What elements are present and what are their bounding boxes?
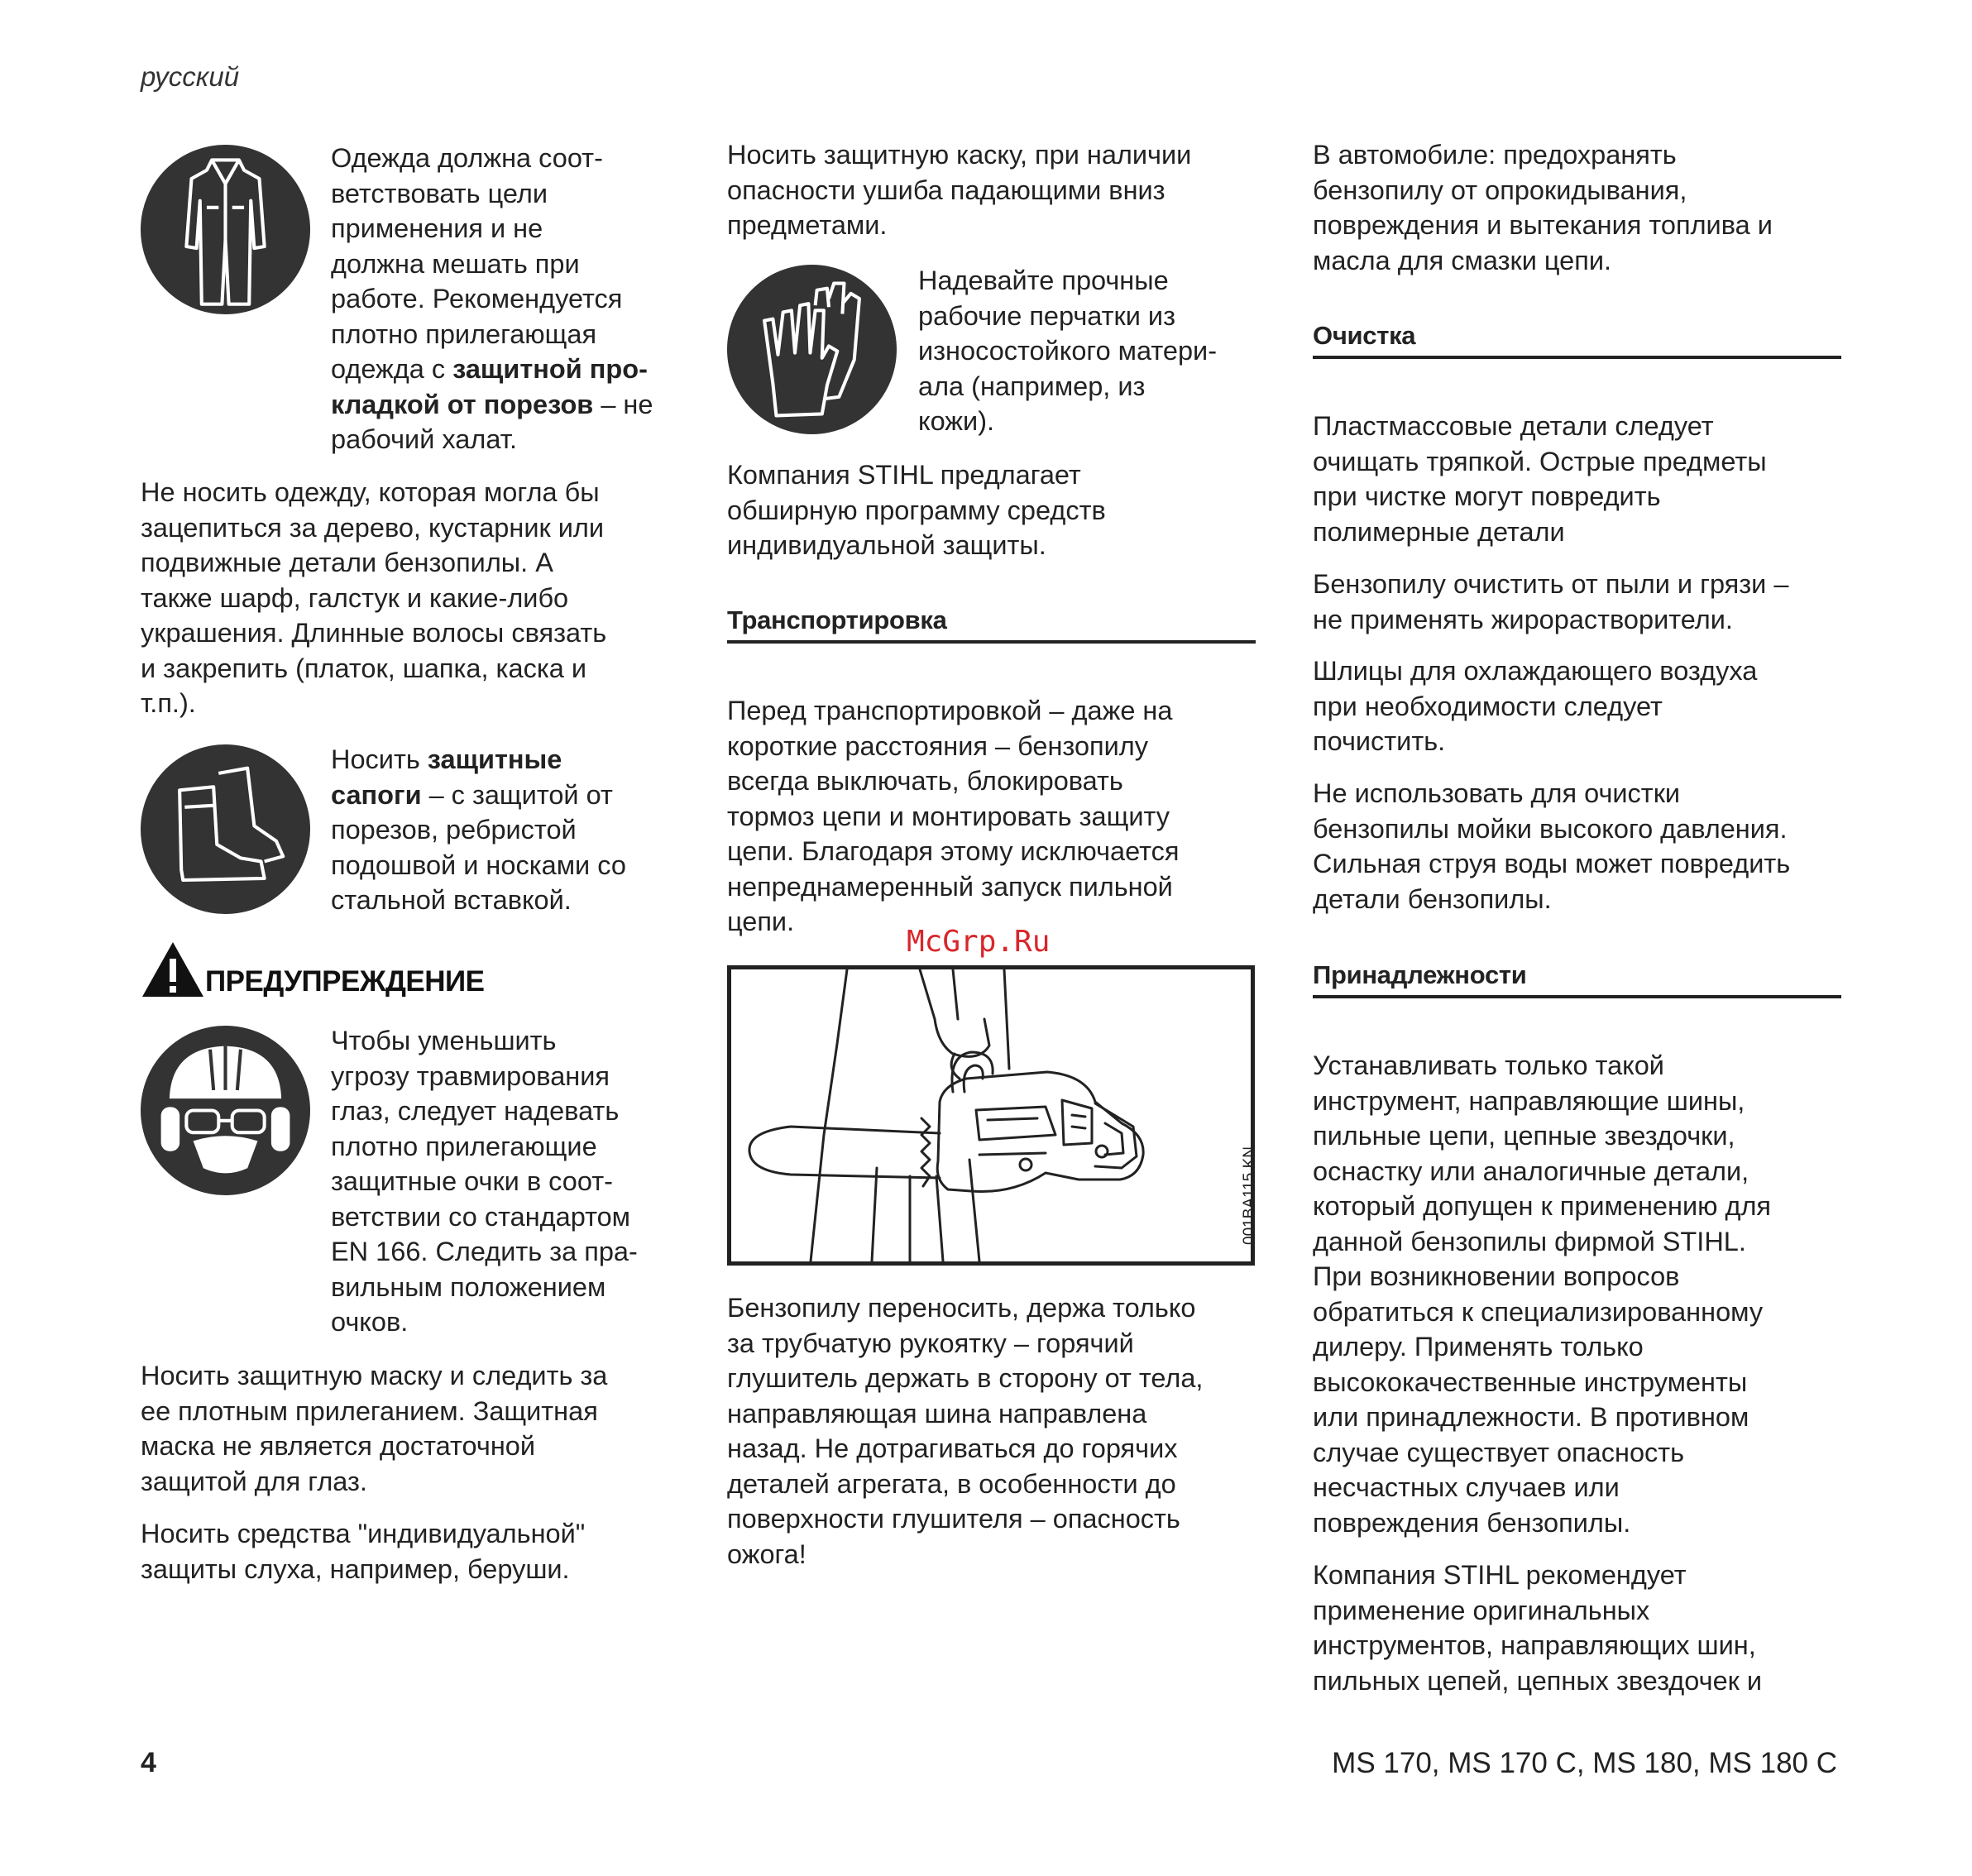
protective-suit-icon — [141, 145, 310, 314]
warning-triangle-icon — [141, 940, 205, 998]
car-paragraph: В автомобиле: предохранять бензопилу от опрокидывания, повреждения и вытекания топлива и масла для смазки цепи. — [1313, 140, 1773, 275]
safety-boots-icon — [141, 744, 310, 914]
accessories-paragraph-2: Компания STIHL рекомендует применение оригинальных инструментов, направляющих шин, пильных цепей, цепных звездочек и — [1313, 1560, 1763, 1696]
cleaning-paragraph-4: Не использовать для очистки бензопилы мойки высокого давления. Сильная струя воды может повредить детали бензопилы. — [1313, 778, 1791, 914]
gloves-paragraph: Надевайте прочные рабочие перчатки из износостойкого матери- ала (например, из кожи). — [918, 266, 1218, 436]
helmet-goggles-icon — [141, 1026, 310, 1195]
clothing-paragraph: Не носить одежду, которая могла бы зацепиться за дерево, кустарник или подвижные детали бензопилы. А также шарф, галстук и какие-либо украшения. Длинные волосы связать и закрепить (платок, шапка, каска и т.п.). — [141, 477, 607, 718]
suit-paragraph: Одежда должна соот- ветствовать цели применения и не должна мешать при работе. Рекомендуется плотно прилегающая одежда с защитной про- кладкой от порезов – не рабочий халат. — [331, 143, 653, 454]
transport-heading: Транспортировка — [727, 605, 1256, 644]
language-label: русский — [141, 61, 240, 92]
chainsaw-carry-illustration — [731, 969, 1251, 1261]
chainsaw-carry-figure — [727, 965, 1255, 1266]
accessories-heading: Принадлежности — [1313, 960, 1841, 998]
cleaning-paragraph-2: Бензопилу очистить от пыли и грязи – не применять жирорастворители. — [1313, 569, 1789, 634]
goggles-paragraph: Чтобы уменьшить угрозу травмирования глаз, следует надевать плотно прилегающие защитные очки в соот- ветствии со стандартом EN 166. Следить за пра- вильным положением очков. — [331, 1026, 638, 1337]
cleaning-heading: Очистка — [1313, 321, 1841, 359]
work-gloves-icon — [727, 265, 897, 434]
hearing-paragraph: Носить средства "индивидуальной" защиты слуха, например, беруши. — [141, 1519, 586, 1584]
carry-paragraph: Бензопилу переносить, держа только за трубчатую рукоятку – горячий глушитель держать в сторону от тела, направляющая шина направлена назад. Не дотрагиваться до горячих деталей агрегата, в особенности до поверхности глушителя – опасность ожога! — [727, 1293, 1204, 1569]
stihl-ppe-paragraph: Компания STIHL предлагает обширную программу средств индивидуальной защиты. — [727, 460, 1106, 560]
figure-code: 001BA115 KN — [1241, 1146, 1258, 1245]
transport-paragraph: Перед транспортировкой – даже на короткие расстояния – бензопилу всегда выключать, блокировать тормоз цепи и монтировать защиту цепи. Благодаря этому исключается непреднамеренный запуск пильной цепи. — [727, 696, 1180, 936]
watermark: McGrp.Ru — [907, 925, 1051, 959]
model-list: MS 170, MS 170 C, MS 180, MS 180 C — [1332, 1747, 1837, 1779]
mask-paragraph: Носить защитную маску и следить за ее плотным прилеганием. Защитная маска не является достаточной защитой для глаз. — [141, 1361, 608, 1496]
warning-label: ПРЕДУПРЕЖДЕНИЕ — [205, 965, 485, 998]
helmet-paragraph: Носить защитную каску, при наличии опасности ушиба падающими вниз предметами. — [727, 140, 1192, 240]
warning-heading — [141, 940, 485, 998]
page-number: 4 — [141, 1747, 156, 1778]
cleaning-paragraph-3: Шлицы для охлаждающего воздуха при необходимости следует почистить. — [1313, 656, 1758, 756]
cleaning-paragraph-1: Пластмассовые детали следует очищать тряпкой. Острые предметы при чистке могут повредить полимерные детали — [1313, 411, 1767, 547]
accessories-paragraph-1: Устанавливать только такой инструмент, направляющие шины, пильные цепи, цепные звездочки, оснастку или аналогичные детали, который допущен к применению для данной бензопилы фирмой STIHL. При возникновении вопросов обратиться к специализированному дилеру. Применять только высококачественные инструменты или принадлежности. В противном случае существует опасность несчастных случаев или повреждения бензопилы. — [1313, 1050, 1772, 1538]
boots-paragraph: Носить защитные сапоги – с защитой от порезов, ребристой подошвой и носками со стальной вставкой. — [331, 744, 626, 915]
